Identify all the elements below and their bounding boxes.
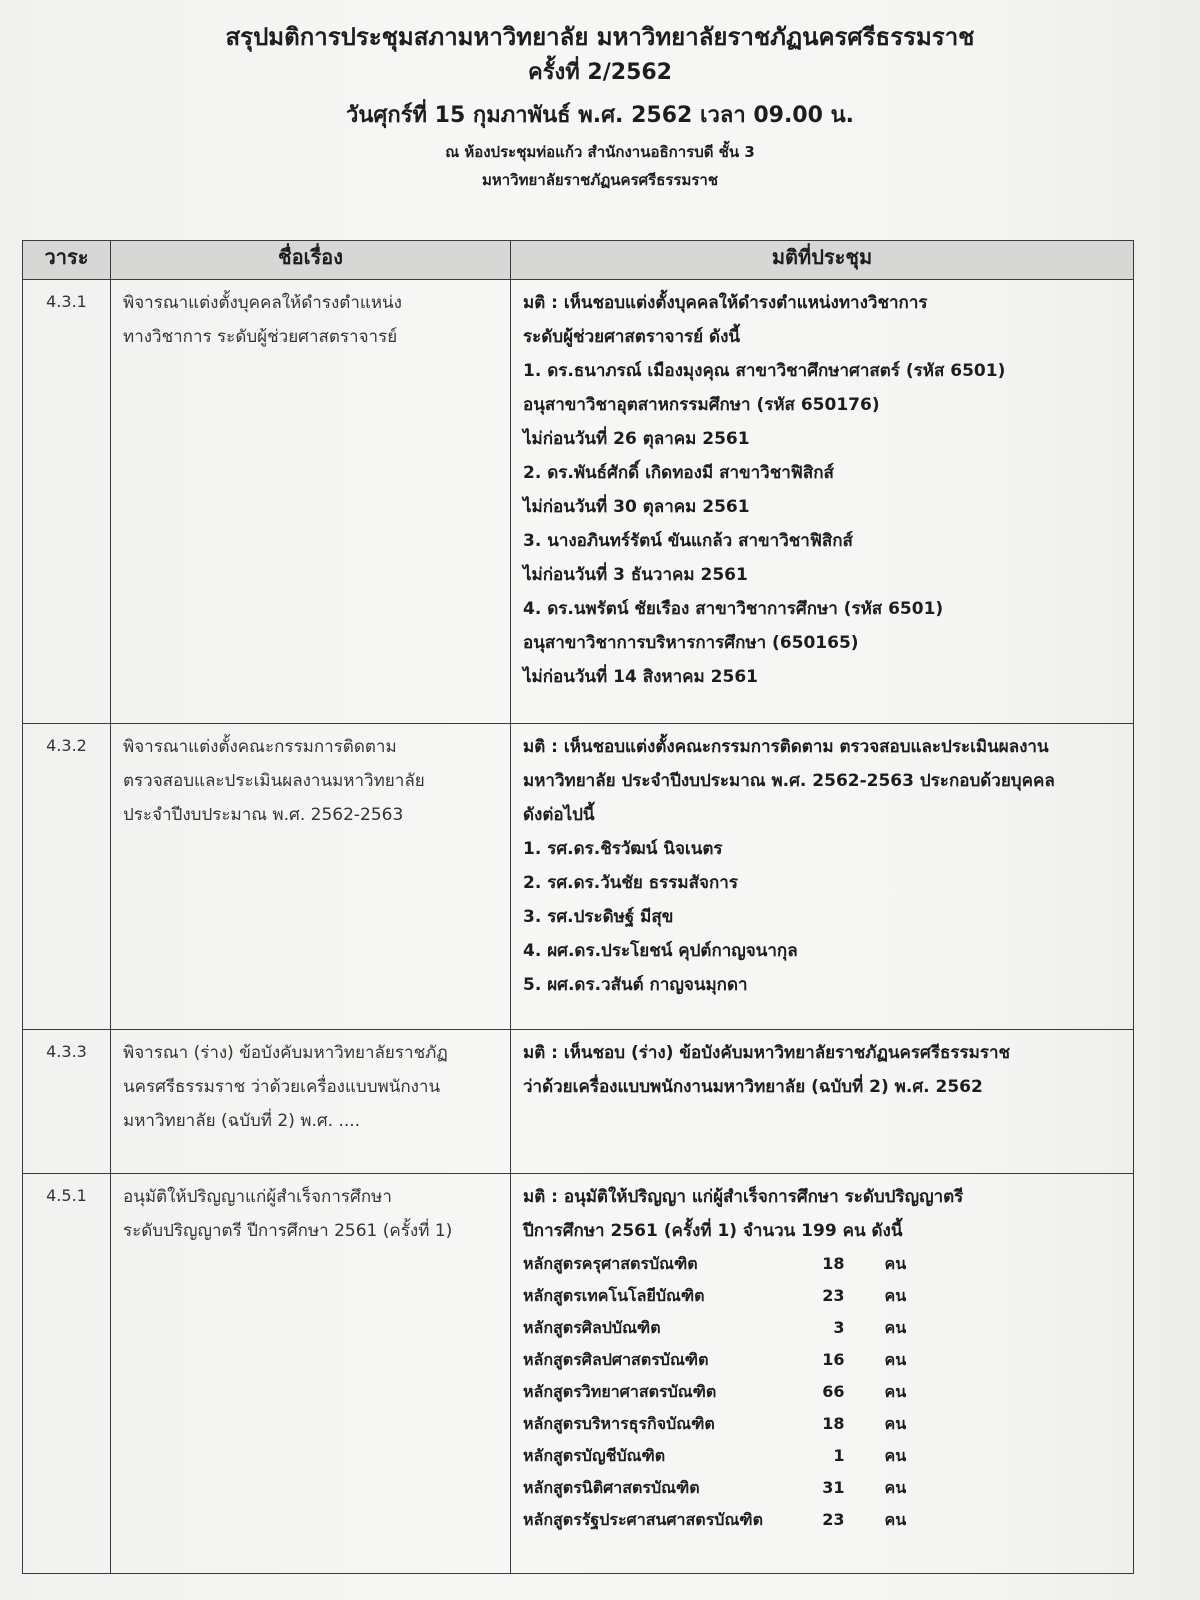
- graduate-count: 18: [822, 1254, 845, 1273]
- header-resolution: มติที่ประชุม: [511, 241, 1134, 280]
- resolution-line: ปีการศึกษา 2561 (ครั้งที่ 1) จำนวน 199 คน ดังนี้: [523, 1221, 903, 1241]
- agenda-resolution: [511, 280, 1134, 724]
- count-unit: คน: [884, 1254, 907, 1273]
- resolution-line: มติ : เห็นชอบแต่งตั้งบุคคลให้ดำรงตำแหน่งทางวิชาการ: [523, 293, 928, 313]
- graduate-count: 3: [833, 1318, 845, 1337]
- agenda-resolution: [511, 724, 1134, 1030]
- program-name: หลักสูตรนิติศาสตรบัณฑิต: [523, 1478, 700, 1497]
- document-header: [0, 18, 1200, 194]
- session-number: ครั้งที่ 2/2562: [527, 60, 672, 85]
- count-unit: คน: [884, 1350, 907, 1369]
- program-name: หลักสูตรบริหารธุรกิจบัณฑิต: [523, 1414, 715, 1433]
- subject-line: พิจารณาแต่งตั้งคณะกรรมการติดตาม: [123, 737, 397, 757]
- resolution-line: 1. รศ.ดร.ชิรวัฒน์ นิจเนตร: [523, 839, 723, 859]
- graduate-count-row: [523, 1280, 943, 1312]
- graduate-count: 31: [822, 1478, 845, 1497]
- subject-line: พิจารณาแต่งตั้งบุคคลให้ดำรงตำแหน่ง: [123, 293, 402, 313]
- subject-line: ทางวิชาการ ระดับผู้ช่วยศาสตราจารย์: [123, 327, 398, 347]
- resolution-line: 3. นางอภินทร์รัตน์ ขันแกล้ว สาขาวิชาฟิสิกส์: [523, 531, 853, 551]
- program-name: หลักสูตรเทคโนโลยีบัณฑิต: [523, 1286, 705, 1305]
- meeting-datetime: วันศุกร์ที่ 15 กุมภาพันธ์ พ.ศ. 2562 เวลา 09.00 น.: [346, 103, 854, 128]
- resolution-line: ดังต่อไปนี้: [523, 805, 595, 825]
- count-unit: คน: [884, 1478, 907, 1497]
- resolution-line: มติ : เห็นชอบแต่งตั้งคณะกรรมการติดตาม ตรวจสอบและประเมินผลงาน: [523, 737, 1049, 757]
- graduate-count: 16: [822, 1350, 845, 1369]
- agenda-resolution: [511, 1174, 1134, 1574]
- program-name: หลักสูตรศิลปบัณฑิต: [523, 1318, 661, 1337]
- resolution-line: 2. รศ.ดร.วันชัย ธรรมสัจการ: [523, 873, 738, 893]
- agenda-resolution: [511, 1030, 1134, 1174]
- program-name: หลักสูตรรัฐประศาสนศาสตรบัณฑิต: [523, 1510, 763, 1529]
- table-row: [23, 1174, 1134, 1574]
- graduate-count-row: [523, 1504, 943, 1536]
- agenda-subject: [111, 724, 511, 1030]
- resolution-line: ไม่ก่อนวันที่ 14 สิงหาคม 2561: [523, 667, 758, 687]
- agenda-number: 4.3.1: [23, 280, 111, 724]
- resolution-line: มติ : อนุมัติให้ปริญญา แก่ผู้สำเร็จการศึกษา ระดับปริญญาตรี: [523, 1187, 964, 1207]
- graduate-count: 66: [822, 1382, 845, 1401]
- count-unit: คน: [884, 1382, 907, 1401]
- resolution-line: มหาวิทยาลัย ประจำปีงบประมาณ พ.ศ. 2562-2563 ประกอบด้วยบุคคล: [523, 771, 1055, 791]
- graduate-count-row: [523, 1376, 943, 1408]
- subject-line: อนุมัติให้ปริญญาแก่ผู้สำเร็จการศึกษา: [123, 1187, 392, 1207]
- graduate-count: 23: [822, 1510, 845, 1529]
- subject-line: มหาวิทยาลัย (ฉบับที่ 2) พ.ศ. ....: [123, 1111, 361, 1131]
- graduate-count-row: [523, 1408, 943, 1440]
- resolution-line: อนุสาขาวิชาอุตสาหกรรมศึกษา (รหัส 650176): [523, 395, 880, 415]
- resolution-line: 4. ผศ.ดร.ประโยชน์ คุปต์กาญจนากุล: [523, 941, 798, 961]
- organization-name: มหาวิทยาลัยราชภัฏนครศรีธรรมราช: [481, 171, 719, 189]
- agenda-subject: [111, 280, 511, 724]
- table-row: [23, 724, 1134, 1030]
- resolution-line: 3. รศ.ประดิษฐ์ มีสุข: [523, 907, 674, 927]
- resolution-line: อนุสาขาวิชาการบริหารการศึกษา (650165): [523, 633, 859, 653]
- program-name: หลักสูตรศิลปศาสตรบัณฑิต: [523, 1350, 709, 1369]
- resolution-line: ว่าด้วยเครื่องแบบพนักงานมหาวิทยาลัย (ฉบับที่ 2) พ.ศ. 2562: [523, 1077, 983, 1097]
- agenda-subject: [111, 1174, 511, 1574]
- program-name: หลักสูตรครุศาสตรบัณฑิต: [523, 1254, 698, 1273]
- header-agenda: วาระ: [23, 241, 111, 280]
- subject-line: ประจำปีงบประมาณ พ.ศ. 2562-2563: [123, 805, 404, 825]
- count-unit: คน: [884, 1414, 907, 1433]
- graduate-count: 1: [833, 1446, 845, 1465]
- resolution-line: 2. ดร.พันธ์ศักดิ์ เกิดทองมี สาขาวิชาฟิสิกส์: [523, 463, 834, 483]
- subject-line: พิจารณา (ร่าง) ข้อบังคับมหาวิทยาลัยราชภัฏ: [123, 1043, 448, 1063]
- agenda-number: 4.3.2: [23, 724, 111, 1030]
- table-row: [23, 280, 1134, 724]
- subject-line: ตรวจสอบและประเมินผลงานมหาวิทยาลัย: [123, 771, 425, 791]
- resolution-line: ไม่ก่อนวันที่ 26 ตุลาคม 2561: [523, 429, 750, 449]
- graduate-count: 23: [822, 1286, 845, 1305]
- count-unit: คน: [884, 1318, 907, 1337]
- resolutions-table: [22, 240, 1134, 1574]
- table-header-row: [23, 241, 1134, 280]
- graduate-count-row: [523, 1312, 943, 1344]
- subject-line: นครศรีธรรมราช ว่าด้วยเครื่องแบบพนักงาน: [123, 1077, 441, 1097]
- graduate-count-row: [523, 1344, 943, 1376]
- header-subject: ชื่อเรื่อง: [111, 241, 511, 280]
- graduate-count-row: [523, 1472, 943, 1504]
- resolution-line: 5. ผศ.ดร.วสันต์ กาญจนมุกดา: [523, 975, 748, 995]
- resolution-line: ไม่ก่อนวันที่ 3 ธันวาคม 2561: [523, 565, 748, 585]
- resolution-line: มติ : เห็นชอบ (ร่าง) ข้อบังคับมหาวิทยาลัยราชภัฏนครศรีธรรมราช: [523, 1043, 1011, 1063]
- resolution-line: ระดับผู้ช่วยศาสตราจารย์ ดังนี้: [523, 327, 741, 347]
- subject-line: ระดับปริญญาตรี ปีการศึกษา 2561 (ครั้งที่ 1): [123, 1221, 453, 1241]
- graduate-count: 18: [822, 1414, 845, 1433]
- document-title: สรุปมติการประชุมสภามหาวิทยาลัย มหาวิทยาลัยราชภัฏนครศรีธรรมราช: [225, 23, 975, 51]
- meeting-venue: ณ ห้องประชุมท่อแก้ว สำนักงานอธิการบดี ชั้น 3: [445, 143, 755, 161]
- table-row: [23, 1030, 1134, 1174]
- resolution-line: 1. ดร.ธนาภรณ์ เมืองมุงคุณ สาขาวิชาศึกษาศาสตร์ (รหัส 6501): [523, 361, 1006, 381]
- resolution-line: ไม่ก่อนวันที่ 30 ตุลาคม 2561: [523, 497, 750, 517]
- program-name: หลักสูตรบัญชีบัณฑิต: [523, 1446, 666, 1465]
- program-name: หลักสูตรวิทยาศาสตรบัณฑิต: [523, 1382, 717, 1401]
- graduate-count-row: [523, 1248, 943, 1280]
- resolution-line: 4. ดร.นพรัตน์ ชัยเรือง สาขาวิชาการศึกษา (รหัส 6501): [523, 599, 944, 619]
- count-unit: คน: [884, 1446, 907, 1465]
- agenda-number: 4.3.3: [23, 1030, 111, 1174]
- count-unit: คน: [884, 1510, 907, 1529]
- graduate-count-row: [523, 1440, 943, 1472]
- agenda-subject: [111, 1030, 511, 1174]
- agenda-number: 4.5.1: [23, 1174, 111, 1574]
- count-unit: คน: [884, 1286, 907, 1305]
